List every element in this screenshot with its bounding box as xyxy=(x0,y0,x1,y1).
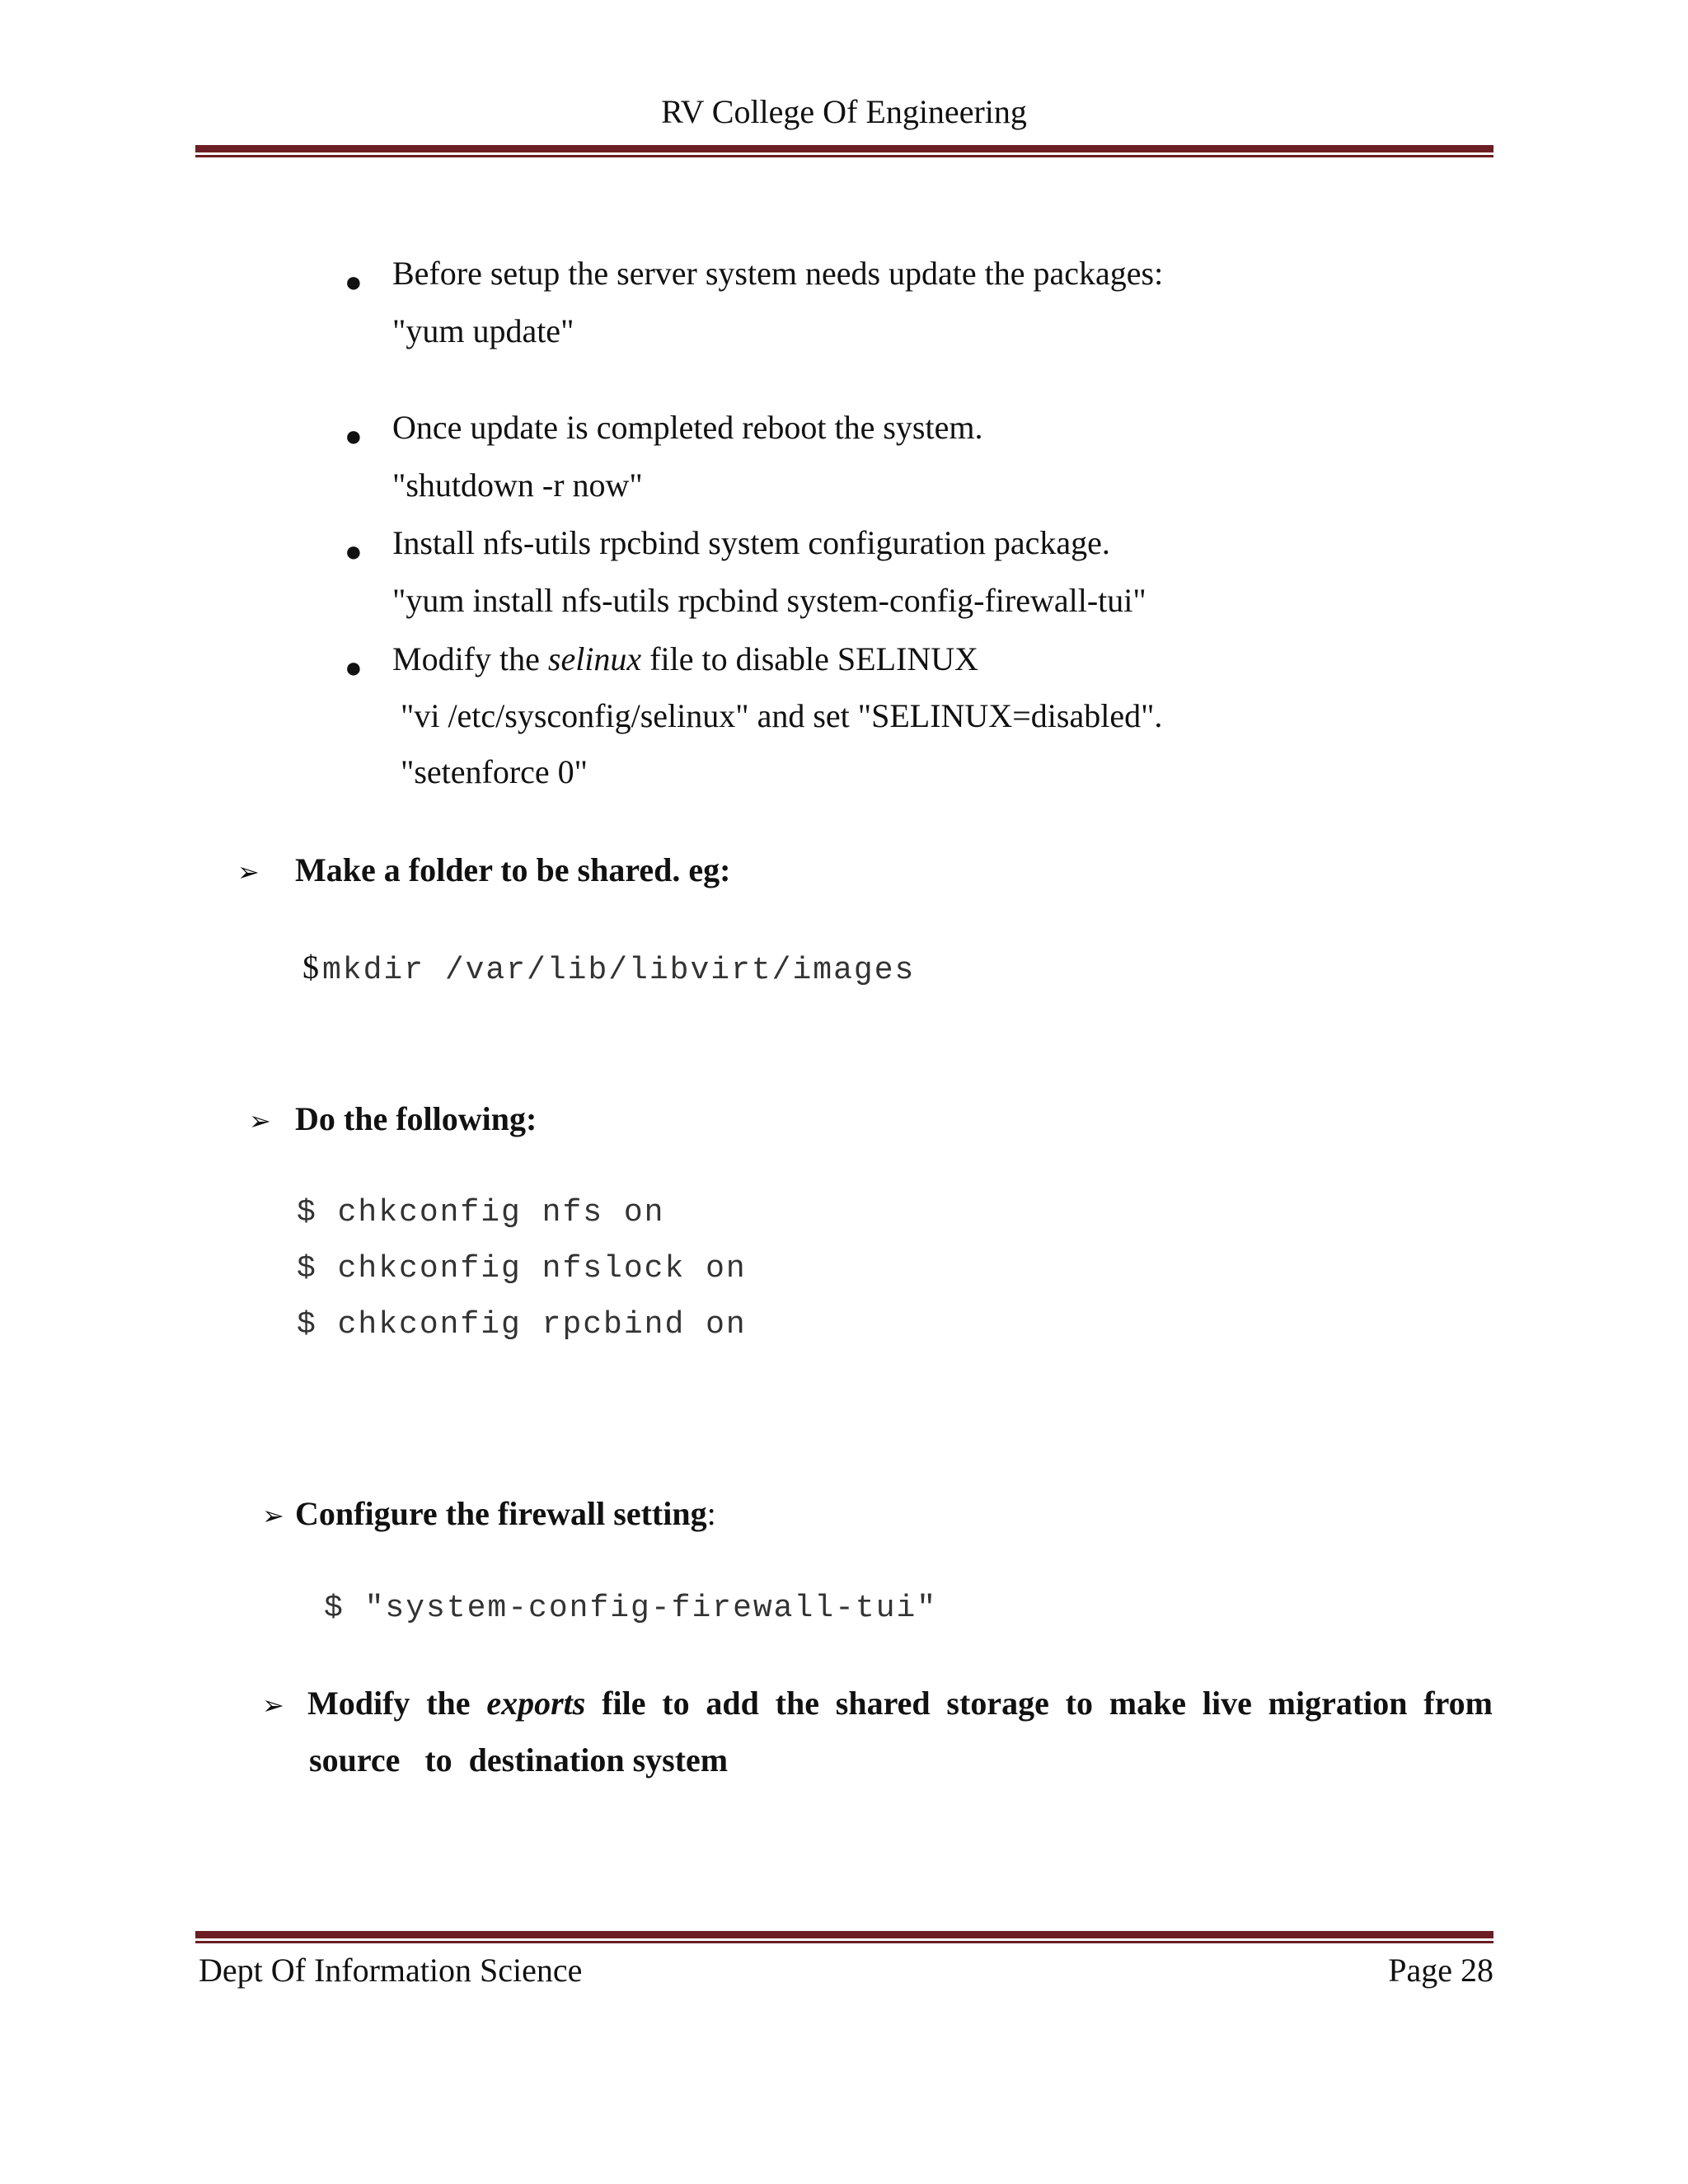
selinux-term: selinux xyxy=(547,640,642,677)
code-line: $ chkconfig nfslock on xyxy=(297,1251,747,1286)
bullet-command: "setenforce 0" xyxy=(401,753,588,790)
code-line: $ chkconfig nfs on xyxy=(297,1195,665,1230)
shell-prompt: $ xyxy=(302,949,319,986)
bullet-text: Once update is completed reboot the system. xyxy=(392,409,983,446)
exports-term: exports xyxy=(486,1685,586,1722)
header-rule xyxy=(195,145,1493,157)
bullet-icon: ● xyxy=(345,265,363,298)
section-heading-exports: Modify the exports file to add the shared storage to make live migration from xyxy=(307,1685,1493,1722)
bullet-command: "yum install nfs-utils rpcbind system-config-firewall-tui" xyxy=(392,582,1146,619)
bullet-text: Install nfs-utils rpcbind system configuration package. xyxy=(392,524,1110,561)
code-command: mkdir /var/lib/libvirt/images xyxy=(322,953,916,988)
section-heading-do-following: Do the following: xyxy=(295,1100,537,1137)
section-heading-exports-line2: source to destination system xyxy=(309,1741,729,1779)
bullet-command: "vi /etc/sysconfig/selinux" and set "SELINUX=disabled". xyxy=(401,697,1163,734)
bullet-icon: ● xyxy=(345,535,363,568)
arrow-bullet-icon: ➢ xyxy=(249,1105,271,1137)
bullet-command: "shutdown -r now" xyxy=(392,466,643,504)
bullet-icon: ● xyxy=(345,419,363,452)
footer-page-number: Page 28 xyxy=(1388,1952,1493,1989)
bullet-text: Before setup the server system needs update the packages: xyxy=(392,255,1164,292)
bullet-icon: ● xyxy=(345,651,363,684)
code-line xyxy=(302,948,915,991)
code-line: $ "system-config-firewall-tui" xyxy=(324,1591,938,1626)
footer-rule xyxy=(195,1931,1493,1943)
footer-department: Dept Of Information Science xyxy=(199,1952,583,1989)
arrow-bullet-icon: ➢ xyxy=(237,856,260,888)
page-header-title: RV College Of Engineering xyxy=(661,93,1027,130)
code-line: $ chkconfig rpcbind on xyxy=(297,1307,747,1343)
bullet-command: "yum update" xyxy=(392,312,574,349)
arrow-bullet-icon: ➢ xyxy=(262,1690,284,1721)
section-heading-make-folder: Make a folder to be shared. eg: xyxy=(295,851,731,888)
bullet-text: Modify the selinux file to disable SELINUX xyxy=(392,640,978,677)
section-heading-firewall: Configure the firewall setting: xyxy=(295,1495,716,1532)
arrow-bullet-icon: ➢ xyxy=(262,1500,284,1531)
